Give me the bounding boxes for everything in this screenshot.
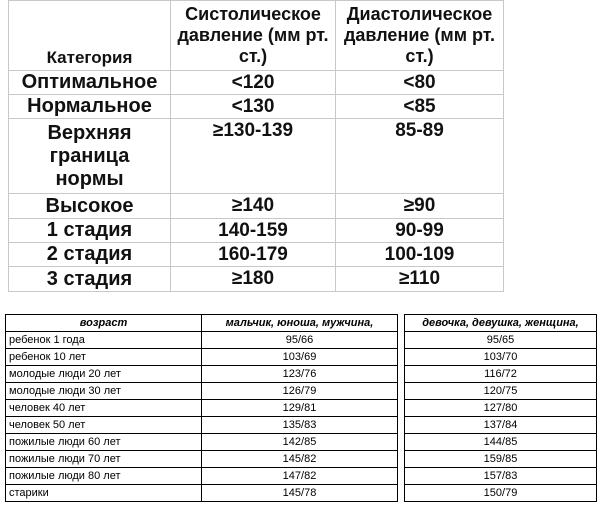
male-value-cell: 103/69 <box>202 349 398 366</box>
header-male: мальчик, юноша, мужчина, <box>202 315 398 332</box>
category-row-stage-2 <box>9 243 504 267</box>
age-cell: старики <box>6 485 202 502</box>
table-row <box>6 417 597 434</box>
category-cell: Высокое <box>9 194 171 219</box>
systolic-cell: 140-159 <box>171 219 336 243</box>
diastolic-cell: <80 <box>336 71 504 95</box>
male-value-cell: 147/82 <box>202 468 398 485</box>
female-value-cell: 127/80 <box>405 400 597 417</box>
category-cell: Верхняя граница нормы <box>9 119 171 194</box>
age-cell: молодые люди 30 лет <box>6 383 202 400</box>
female-value-cell: 159/85 <box>405 451 597 468</box>
systolic-cell: <120 <box>171 71 336 95</box>
table-row <box>6 332 597 349</box>
category-row-stage-3 <box>9 267 504 292</box>
age-cell: пожилые люди 70 лет <box>6 451 202 468</box>
header-female: девочка, девушка, женщина, <box>405 315 597 332</box>
header-systolic: Систолическое давление (мм рт. ст.) <box>171 1 336 71</box>
category-cell: Нормальное <box>9 95 171 119</box>
column-gap <box>398 366 405 383</box>
category-row-optimal <box>9 71 504 95</box>
male-value-cell: 145/78 <box>202 485 398 502</box>
header-category: Категория <box>9 1 171 71</box>
header-age: возраст <box>6 315 202 332</box>
systolic-cell: 160-179 <box>171 243 336 267</box>
male-value-cell: 95/66 <box>202 332 398 349</box>
category-cell: Оптимальное <box>9 71 171 95</box>
category-cell: 2 стадия <box>9 243 171 267</box>
male-value-cell: 123/76 <box>202 366 398 383</box>
male-value-cell: 126/79 <box>202 383 398 400</box>
column-gap <box>398 468 405 485</box>
systolic-cell: ≥140 <box>171 194 336 219</box>
male-value-cell: 145/82 <box>202 451 398 468</box>
column-gap <box>398 417 405 434</box>
female-value-cell: 144/85 <box>405 434 597 451</box>
male-value-cell: 129/81 <box>202 400 398 417</box>
male-value-cell: 135/83 <box>202 417 398 434</box>
table-row <box>6 366 597 383</box>
age-cell: ребенок 10 лет <box>6 349 202 366</box>
female-value-cell: 137/84 <box>405 417 597 434</box>
category-cell: 1 стадия <box>9 219 171 243</box>
table-row <box>6 434 597 451</box>
category-row-normal <box>9 95 504 119</box>
column-gap <box>398 332 405 349</box>
category-table-header <box>9 1 504 71</box>
column-gap <box>398 451 405 468</box>
age-table-header <box>6 315 597 332</box>
header-diastolic: Диастолическое давление (мм рт. ст.) <box>336 1 504 71</box>
diastolic-cell: 100-109 <box>336 243 504 267</box>
category-row-upper-normal <box>9 119 504 194</box>
systolic-cell: ≥180 <box>171 267 336 292</box>
systolic-cell: <130 <box>171 95 336 119</box>
table-row <box>6 451 597 468</box>
diastolic-cell: <85 <box>336 95 504 119</box>
diastolic-cell: ≥90 <box>336 194 504 219</box>
age-cell: человек 50 лет <box>6 417 202 434</box>
female-value-cell: 95/65 <box>405 332 597 349</box>
column-gap <box>398 315 405 332</box>
table-row <box>6 349 597 366</box>
category-cell: 3 стадия <box>9 267 171 292</box>
table-row <box>6 485 597 502</box>
table-row <box>6 383 597 400</box>
female-value-cell: 157/83 <box>405 468 597 485</box>
female-value-cell: 150/79 <box>405 485 597 502</box>
diastolic-cell: 85-89 <box>336 119 504 194</box>
diastolic-cell: ≥110 <box>336 267 504 292</box>
column-gap <box>398 485 405 502</box>
systolic-cell: ≥130-139 <box>171 119 336 194</box>
age-cell: пожилые люди 60 лет <box>6 434 202 451</box>
female-value-cell: 103/70 <box>405 349 597 366</box>
table-row <box>6 400 597 417</box>
table-row <box>6 468 597 485</box>
age-pressure-table <box>5 314 597 502</box>
column-gap <box>398 349 405 366</box>
column-gap <box>398 400 405 417</box>
female-value-cell: 116/72 <box>405 366 597 383</box>
male-value-cell: 142/85 <box>202 434 398 451</box>
blood-pressure-category-table <box>8 0 504 292</box>
female-value-cell: 120/75 <box>405 383 597 400</box>
age-cell: пожилые люди 80 лет <box>6 468 202 485</box>
category-row-high <box>9 194 504 219</box>
age-cell: молодые люди 20 лет <box>6 366 202 383</box>
age-cell: человек 40 лет <box>6 400 202 417</box>
age-cell: ребенок 1 года <box>6 332 202 349</box>
diastolic-cell: 90-99 <box>336 219 504 243</box>
column-gap <box>398 434 405 451</box>
column-gap <box>398 383 405 400</box>
category-row-stage-1 <box>9 219 504 243</box>
